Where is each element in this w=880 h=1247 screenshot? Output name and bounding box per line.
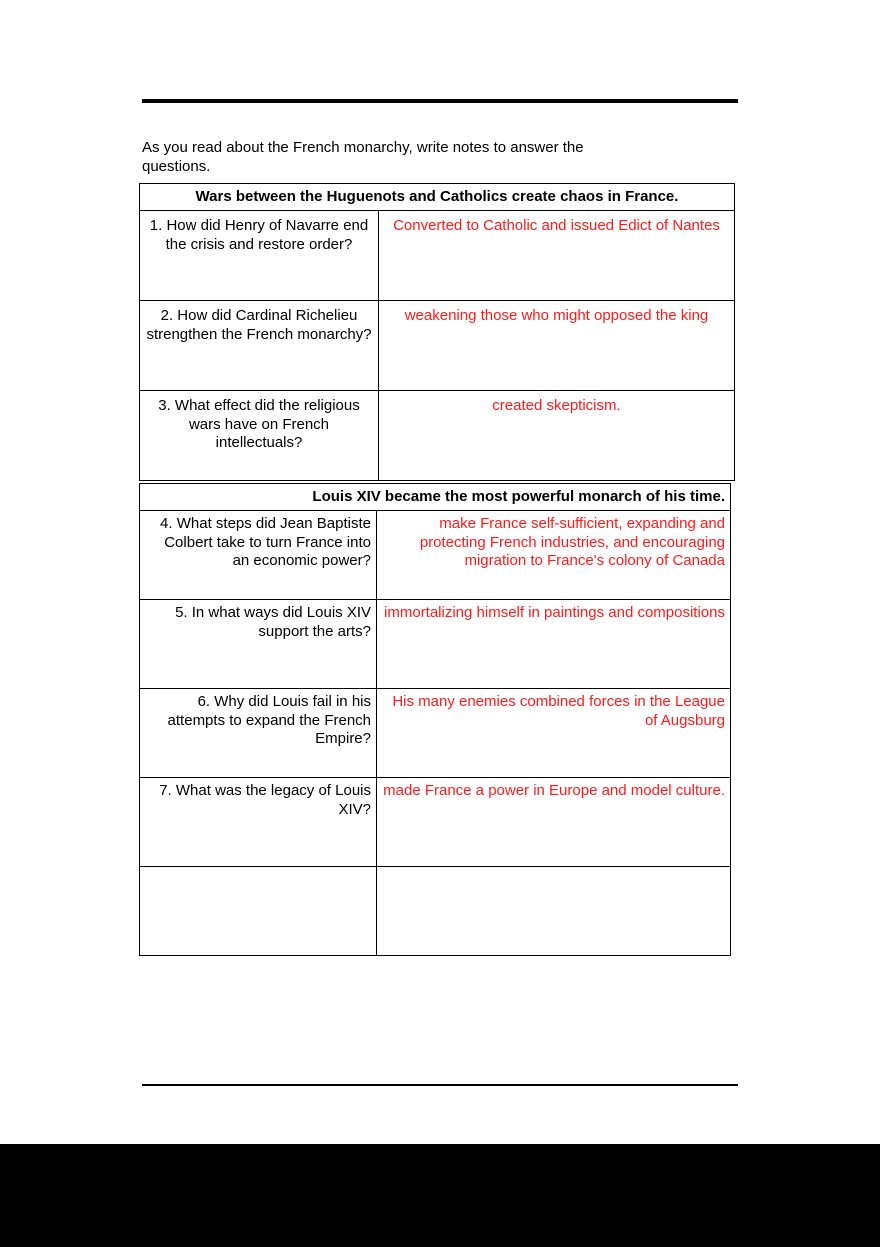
table-row bbox=[140, 689, 731, 778]
table-row bbox=[140, 778, 731, 867]
question-cell: 3. What effect did the religious wars have on French intellectuals? bbox=[140, 391, 379, 481]
table-row bbox=[140, 211, 735, 301]
answer-cell[interactable] bbox=[377, 867, 731, 956]
question-cell: 6. Why did Louis fail in his attempts to expand the French Empire? bbox=[140, 689, 377, 778]
question-cell: 7. What was the legacy of Louis XIV? bbox=[140, 778, 377, 867]
answer-cell[interactable]: weakening those who might opposed the king bbox=[379, 301, 735, 391]
answer-cell[interactable]: make France self-sufficient, expanding and protecting French industries, and encouraging migration to France's colony of Canada bbox=[377, 511, 731, 600]
answer-cell[interactable]: immortalizing himself in paintings and compositions bbox=[377, 600, 731, 689]
page-bottom-margin bbox=[0, 1144, 880, 1247]
instructions: As you read about the French monarchy, write notes to answer the questions. bbox=[142, 139, 584, 175]
question-cell: 5. In what ways did Louis XIV support the arts? bbox=[140, 600, 377, 689]
answer-cell[interactable]: created skepticism. bbox=[379, 391, 735, 481]
answer-cell[interactable]: Converted to Catholic and issued Edict of Nantes bbox=[379, 211, 735, 301]
table-row bbox=[140, 600, 731, 689]
notes-table-louis-xiv bbox=[139, 483, 731, 956]
table-row bbox=[140, 301, 735, 391]
question-cell: 4. What steps did Jean Baptiste Colbert take to turn France into an economic power? bbox=[140, 511, 377, 600]
table-row bbox=[140, 391, 735, 481]
answer-cell[interactable]: His many enemies combined forces in the League of Augsburg bbox=[377, 689, 731, 778]
notes-table-huguenots bbox=[139, 183, 735, 481]
question-cell[interactable] bbox=[140, 867, 377, 956]
section-heading: Wars between the Huguenots and Catholics create chaos in France. bbox=[140, 184, 735, 211]
section-heading: Louis XIV became the most powerful monarch of his time. bbox=[140, 484, 731, 511]
answer-cell[interactable]: made France a power in Europe and model culture. bbox=[377, 778, 731, 867]
table-row-empty bbox=[140, 867, 731, 956]
question-cell: 2. How did Cardinal Richelieu strengthen the French monarchy? bbox=[140, 301, 379, 391]
footer-rule bbox=[142, 1084, 738, 1086]
header-rule bbox=[142, 99, 738, 103]
question-cell: 1. How did Henry of Navarre end the crisis and restore order? bbox=[140, 211, 379, 301]
table-row bbox=[140, 511, 731, 600]
